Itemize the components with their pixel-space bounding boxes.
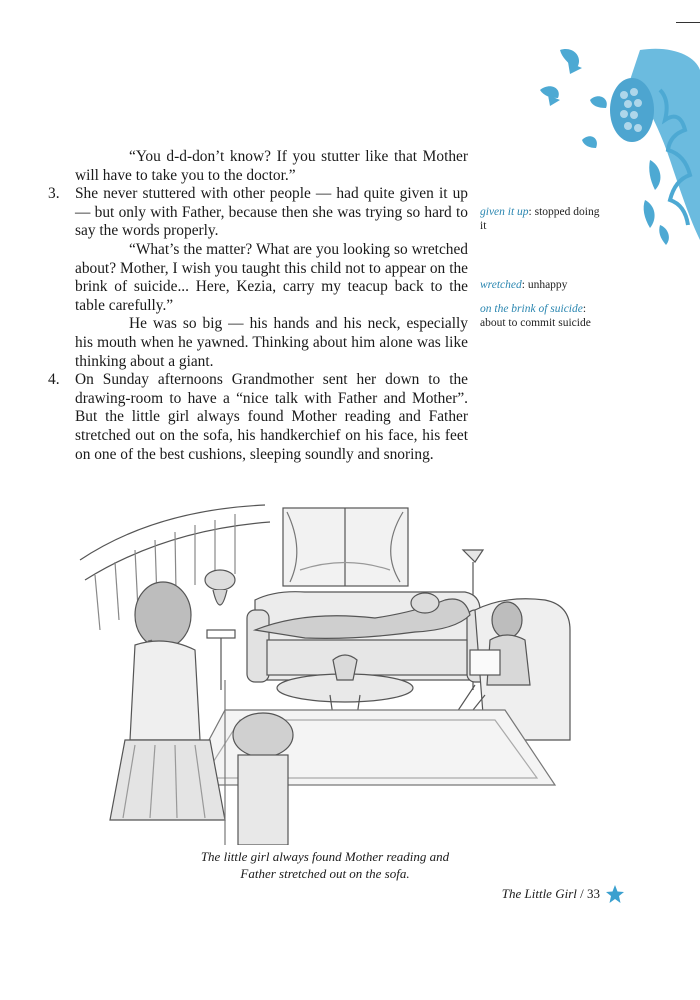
glossary-definition: about to commit suicide	[480, 316, 591, 329]
paragraph: “What’s the matter? What are you looking so wretched about? Mother, I wish you taught this child not to appear on the brink of suicide... Here, Kezia, carry my teacup back to the table carefully.”	[75, 240, 468, 314]
caption-line-1: The little girl always found Mother reading and	[200, 849, 450, 864]
drawing-room-illustration	[75, 500, 585, 845]
illustration-caption	[150, 848, 500, 882]
paragraph-text: She never stuttered with other people — had quite given it up — but only with Father, because then she was trying so hard to say the words properly.	[75, 185, 468, 240]
page-number: 33	[587, 886, 600, 901]
glossary-entry-given-it-up: given it up: stopped doing it	[480, 206, 600, 232]
paragraph-number: 4.	[48, 371, 60, 389]
chapter-title: The Little Girl	[501, 886, 577, 901]
paragraph-text: On Sunday afternoons Grandmother sent her down to the drawing-room to have a “nice talk with Father and Mother”. But the little girl always found Mother reading and Father stretched out on the sofa, his handkerchief on his face, his feet on one of the best cushions, sleeping soundly and snoring.	[75, 371, 468, 463]
paragraph: He was so big — his hands and his neck, especially his mouth when he yawned. Thinking about him alone was like thinking about a giant.	[75, 315, 468, 370]
glossary-term: given it up	[480, 206, 529, 218]
top-rule	[676, 22, 700, 23]
paragraph-4	[48, 371, 468, 464]
paragraph-number: 3.	[48, 185, 60, 203]
caption-line-2: Father stretched out on the sofa.	[240, 866, 410, 881]
glossary-definition: unhappy	[527, 279, 568, 291]
page-footer	[440, 886, 600, 902]
glossary-entry-brink-of-suicide: on the brink of suicide: about to commit suicide	[480, 303, 591, 329]
footer-separator: /	[576, 886, 587, 901]
star-ornament-icon	[605, 884, 625, 904]
main-text	[48, 148, 468, 464]
glossary-term: wretched	[480, 279, 522, 291]
glossary-entry-wretched: wretched: unhappy	[480, 279, 568, 291]
glossary-term: on the brink of suicide	[480, 303, 583, 315]
paragraph: “You d-d-don’t know? If you stutter like that Mother will have to take you to the doctor.”	[75, 148, 468, 184]
glossary-definition: stopped doing it	[480, 206, 600, 232]
paragraph-3	[48, 185, 468, 241]
